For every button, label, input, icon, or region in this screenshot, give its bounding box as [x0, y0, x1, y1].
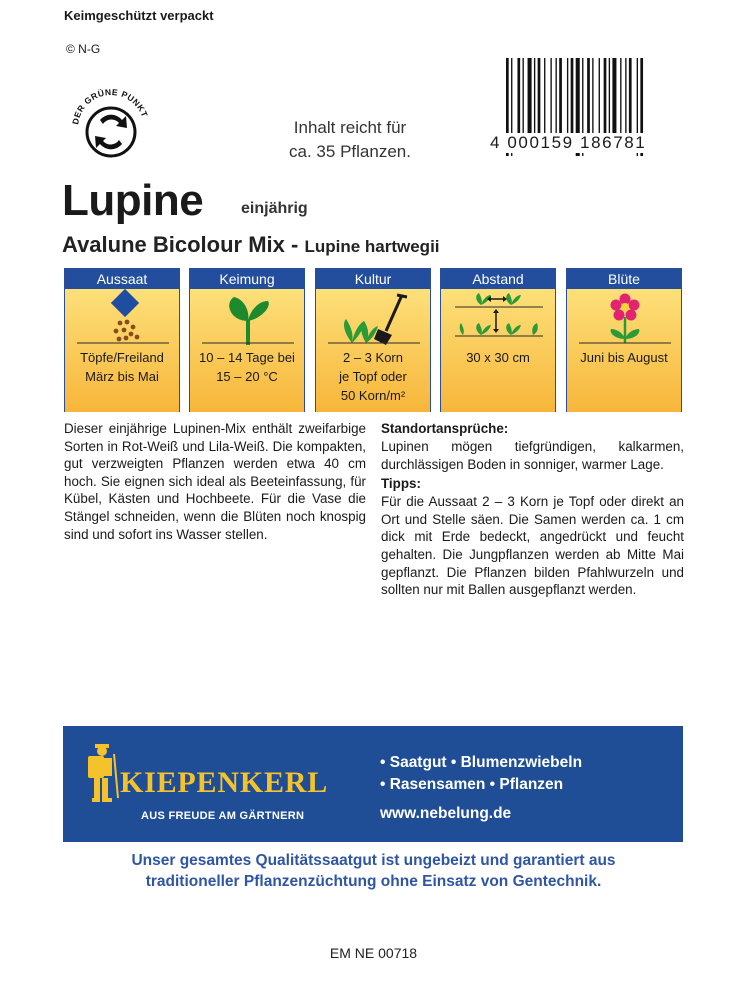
product-name: Lupine [62, 176, 204, 225]
barcode-bar [523, 58, 524, 140]
guarantee-line-1: Unser gesamtes Qualitätssaatgut ist ungebeizt und garantiert aus [131, 852, 616, 869]
barcode-bar [592, 58, 593, 140]
description: Dieser einjährige Lupinen-Mix enthält zweifarbige Sorten in Rot-Weiß und Lila-Weiß. Die kompakten, gut verzweigten Pflanzen werden etwa 40 cm hoch. Sie eignen sich ideal als Beeteinfassung, für Kübel, Kästen und Hochbeete. Für die Vase die Stängel schneiden, wenn die Blüten noch knospig sind und sofort ins Wasser stellen. [64, 421, 366, 542]
barcode-bar [517, 58, 520, 140]
card-title: Kultur [316, 269, 430, 289]
brand-tagline: AUS FREUDE AM GÄRTNERN [141, 810, 305, 822]
seed-packet-icon [75, 289, 171, 347]
card-line: je Topf oder [339, 369, 407, 384]
barcode-bar [550, 58, 551, 140]
card-text [443, 348, 553, 367]
copyright: © N-G [66, 42, 101, 56]
product-name-suffix: einjährig [241, 200, 308, 217]
product-range-list [380, 752, 582, 796]
packaging-note: Keimgeschützt verpackt [64, 8, 214, 23]
seedling-icon [200, 289, 296, 347]
barcode-bar [625, 58, 626, 140]
barcode-bar [620, 58, 621, 140]
card-title: Aussaat [65, 269, 179, 289]
card-line: Juni bis August [580, 350, 668, 365]
card-text [569, 348, 679, 367]
barcode-bar [544, 58, 545, 140]
barcode-bar [567, 58, 568, 140]
card-line: 50 Korn/m² [340, 388, 406, 403]
variety-name: Avalune Bicolour Mix - [62, 232, 299, 257]
gruener-punkt-logo [66, 80, 156, 170]
brand-name: KIEPENKERL [120, 766, 329, 799]
card-line: Töpfe/Freiland [80, 350, 164, 365]
card-text [67, 348, 177, 386]
kiepenkerl-figure-icon [82, 742, 122, 808]
variety-line [62, 232, 440, 258]
spacing-icon [451, 289, 547, 347]
card-abstand [440, 268, 556, 412]
card-title: Keimung [190, 269, 304, 289]
card-line: 2 – 3 Korn [343, 350, 403, 365]
location-heading: Standortansprüche: [381, 421, 509, 436]
barcode-bar [556, 58, 557, 140]
card-text [192, 348, 302, 386]
flower-icon [577, 289, 673, 347]
barcode-bar [604, 58, 607, 140]
latin-name: Lupine hartwegii [304, 237, 440, 256]
card-line: 15 – 20 °C [216, 369, 278, 384]
card-keimung [189, 268, 305, 412]
card-aussaat [64, 268, 180, 412]
content-note [270, 116, 430, 164]
location-text: Lupinen mögen tiefgründigen, kalkarmen, durchlässigen Boden in sonniger, warmer Lage. [381, 439, 684, 472]
product-range-item: • Rasensamen • Pflanzen [380, 776, 564, 793]
card-text [318, 348, 428, 405]
guarantee-line-2: traditioneller Pflanzenzüchtung ohne Einsatz von Gentechnik. [145, 873, 602, 890]
card-line: 30 x 30 cm [466, 350, 530, 365]
barcode-bar [629, 58, 632, 140]
tips-heading: Tipps: [381, 476, 421, 492]
svg-text:DER GRÜNE PUNKT: DER GRÜNE PUNKT [70, 86, 150, 126]
content-note-line-1: Inhalt reicht für [293, 118, 407, 137]
barcode-bar [559, 58, 562, 140]
barcode-number: 4 000159 186781 [488, 133, 684, 153]
card-kultur [315, 268, 431, 412]
barcode-bar [612, 58, 616, 140]
barcode-bar [599, 58, 600, 140]
barcode-bar [571, 58, 574, 140]
quality-guarantee [60, 850, 687, 892]
content-note-line-2: ca. 35 Pflanzen. [289, 142, 411, 161]
product-range-item: • Saatgut • Blumenzwiebeln [380, 754, 583, 771]
right-column [381, 420, 684, 599]
card-title: Blüte [567, 269, 681, 289]
barcode-bar [538, 58, 541, 140]
spade-plant-icon [326, 289, 422, 347]
barcode-bar [587, 58, 590, 140]
card-line: März bis Mai [85, 369, 159, 384]
card-bluete [566, 268, 682, 412]
website-link[interactable]: www.nebelung.de [380, 805, 512, 822]
tips-text: Für die Aussaat 2 – 3 Korn je Topf oder direkt an Ort und Stelle säen. Die Samen werden ca. 1 cm dick mit Erde bedeckt, angedrückt und feucht gehalten. Die Jungpflanzen werden ab Mitte Mai gepflanzt. Die Pflanzen bilden Pfahlwurzeln und sollten nur mit Ballen ausgepflanzt werden. [381, 494, 684, 598]
barcode-bar [528, 58, 532, 140]
card-title: Abstand [441, 269, 555, 289]
card-line: 10 – 14 Tage bei [199, 350, 295, 365]
barcode-bar [534, 58, 535, 140]
article-number: EM NE 00718 [329, 945, 418, 961]
barcode-bar [609, 58, 610, 140]
